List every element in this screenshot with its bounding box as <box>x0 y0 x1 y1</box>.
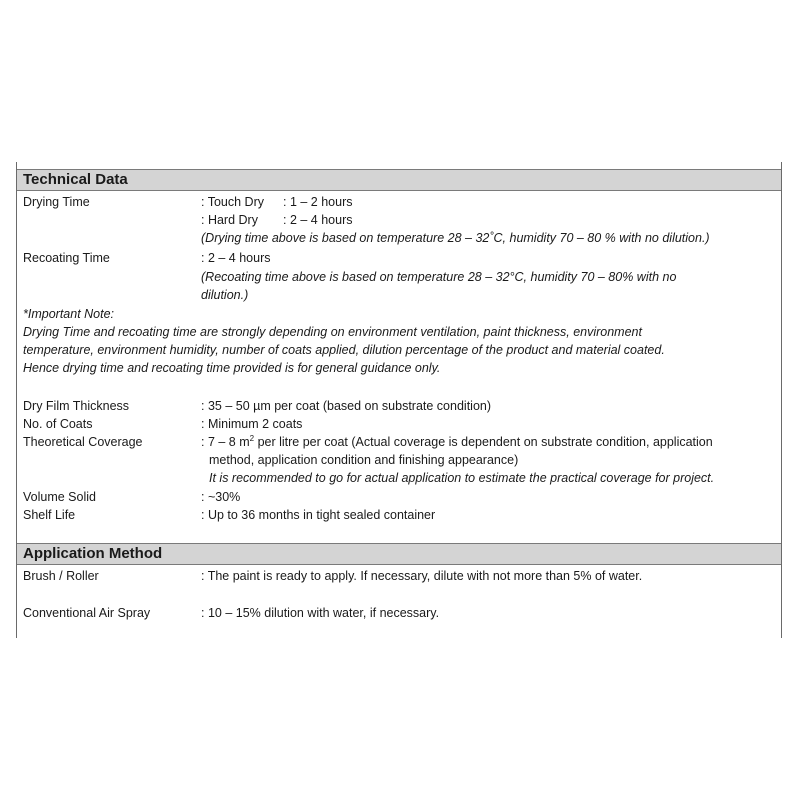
recoating-time-row <box>23 249 775 267</box>
hard-dry-label: : Hard Dry <box>201 213 258 227</box>
drying-time-note-row <box>23 229 775 247</box>
important-note-line3: Hence drying time and recoating time provided is for general guidance only. <box>23 361 441 375</box>
important-note-line2: temperature, environment humidity, number of coats applied, dilution percentage of the product and material coated. <box>23 343 665 357</box>
recoating-note-row-1 <box>23 268 775 286</box>
volume-solid-row <box>23 488 775 506</box>
technical-data-sheet <box>16 162 782 638</box>
recoating-time-label: Recoating Time <box>23 251 110 265</box>
theoretical-coverage-recommendation: It is recommended to go for actual application to estimate the practical coverage for project. <box>209 471 715 485</box>
no-of-coats-label: No. of Coats <box>23 417 93 431</box>
technical-data-heading: Technical Data <box>17 169 781 191</box>
recoating-time-note-line2: dilution.) <box>201 288 249 302</box>
important-note-line1: Drying Time and recoating time are strongly depending on environment ventilation, paint thickness, environment <box>23 325 642 339</box>
drying-time-note: (Drying time above is based on temperature 28 – 32˚C, humidity 70 – 80 % with no dilution.) <box>201 231 710 245</box>
dry-film-thickness-row <box>23 397 775 415</box>
no-of-coats-row <box>23 415 775 433</box>
dry-film-thickness-value: : 35 – 50 µm per coat (based on substrate condition) <box>201 399 492 413</box>
brush-roller-label: Brush / Roller <box>23 569 99 583</box>
air-spray-row <box>23 604 775 622</box>
volume-solid-value: : ~30% <box>201 490 241 504</box>
touch-dry-value: : 1 – 2 hours <box>283 195 353 209</box>
theoretical-coverage-label: Theoretical Coverage <box>23 435 143 449</box>
brush-roller-value: : The paint is ready to apply. If necessary, dilute with not more than 5% of water. <box>201 569 643 583</box>
shelf-life-value: : Up to 36 months in tight sealed container <box>201 508 436 522</box>
drying-time-label: Drying Time <box>23 195 90 209</box>
theoretical-coverage-row <box>23 433 775 451</box>
touch-dry-label: : Touch Dry <box>201 195 264 209</box>
air-spray-label: Conventional Air Spray <box>23 606 151 620</box>
recoating-note-row-2 <box>23 286 775 304</box>
brush-roller-row <box>23 567 775 585</box>
theoretical-coverage-value: : 7 – 8 $m^2$ per litre per coat (Actual coverage is dependent on substrate condition, application <box>201 433 713 449</box>
shelf-life-label: Shelf Life <box>23 508 76 522</box>
hard-dry-row <box>23 211 775 229</box>
no-of-coats-value: : Minimum 2 coats <box>201 417 303 431</box>
air-spray-value: : 10 – 15% dilution with water, if necessary. <box>201 606 440 620</box>
important-note-heading: *Important Note: <box>23 307 115 321</box>
theoretical-coverage-value-line2: method, application condition and finishing appearance) <box>209 453 519 467</box>
drying-time-row <box>23 193 775 211</box>
hard-dry-value: : 2 – 4 hours <box>283 213 353 227</box>
theoretical-coverage-row-2 <box>23 451 775 469</box>
recoating-time-note-line1: (Recoating time above is based on temperature 28 – 32°C, humidity 70 – 80% with no <box>201 270 677 284</box>
application-method-heading: Application Method <box>17 543 781 565</box>
dry-film-thickness-label: Dry Film Thickness <box>23 399 130 413</box>
volume-solid-label: Volume Solid <box>23 490 96 504</box>
shelf-life-row <box>23 506 775 524</box>
recoating-time-value: : 2 – 4 hours <box>201 251 271 265</box>
theoretical-coverage-recommendation-row <box>23 469 775 487</box>
